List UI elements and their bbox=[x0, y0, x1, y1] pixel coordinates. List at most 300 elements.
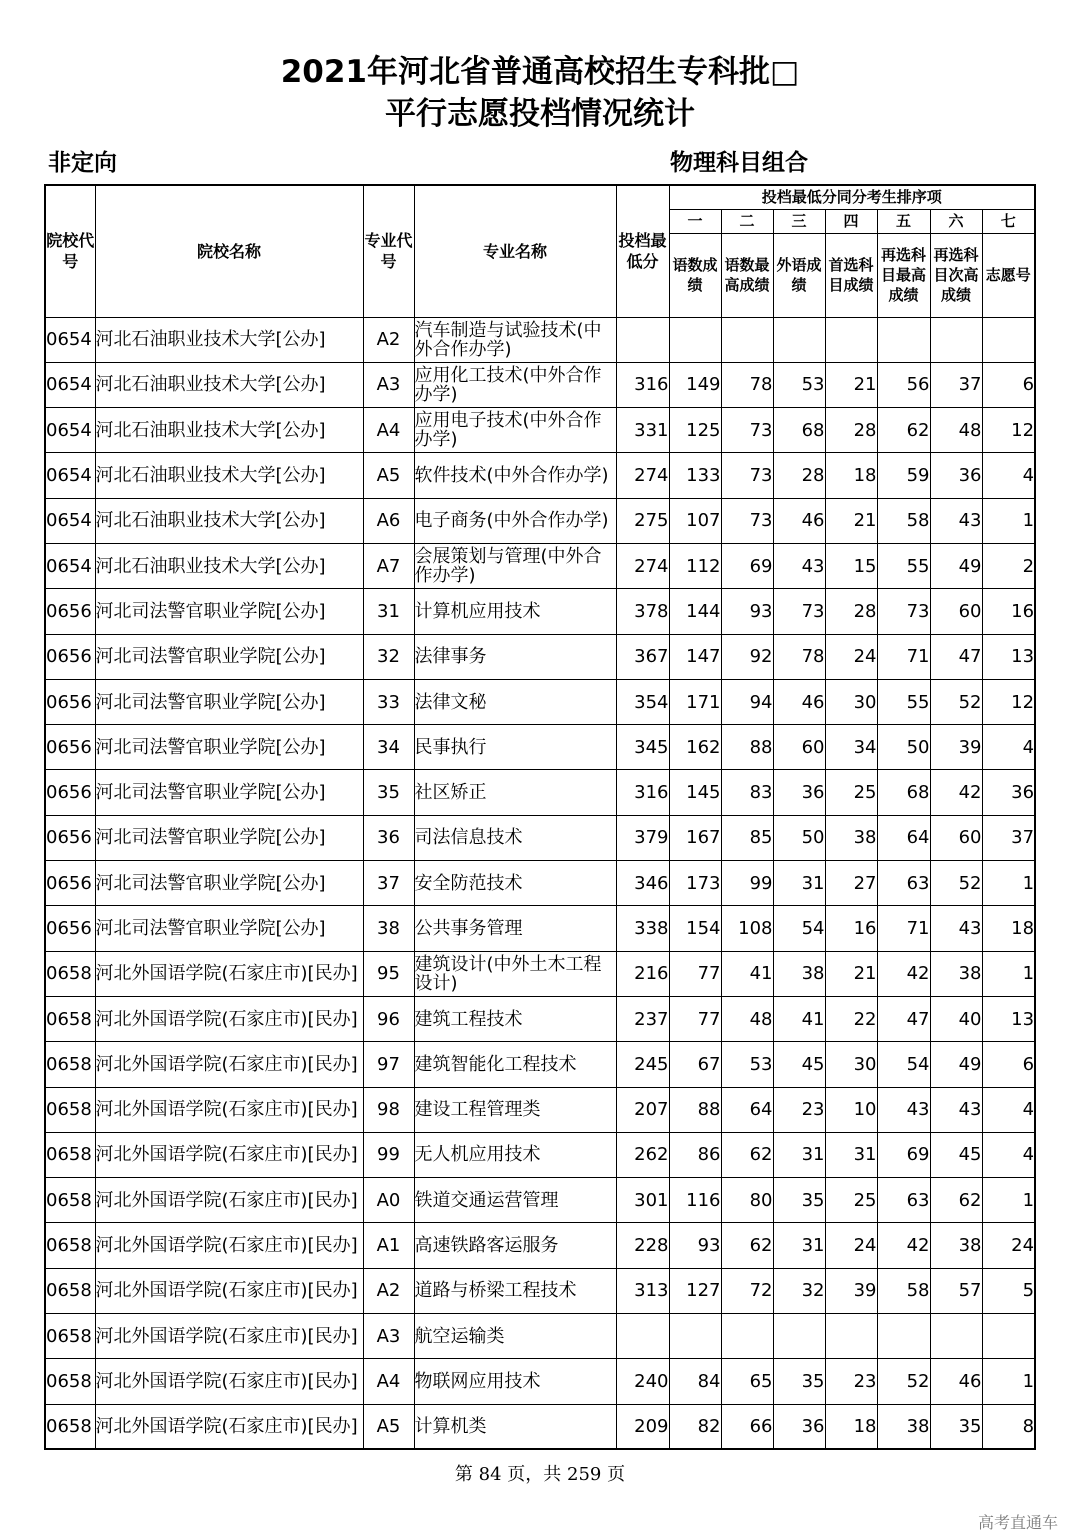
cell-major-code: 97 bbox=[363, 1042, 414, 1087]
cell-school-name: 河北外国语学院(石家庄市)[民办] bbox=[95, 1268, 363, 1313]
cell-major-code: A2 bbox=[363, 1268, 414, 1313]
cell-sort-3 bbox=[773, 1314, 825, 1359]
cell-sort-3: 38 bbox=[773, 951, 825, 996]
header-school-code: 院校代号 bbox=[45, 185, 95, 317]
header-sort-number: 四 bbox=[825, 209, 877, 233]
cell-sort-1: 147 bbox=[669, 634, 721, 679]
header-sort-item: 志愿号 bbox=[982, 233, 1035, 317]
cell-sort-1: 77 bbox=[669, 996, 721, 1041]
cell-sort-2: 88 bbox=[721, 725, 773, 770]
cell-sort-2: 73 bbox=[721, 408, 773, 453]
cell-major-code: 99 bbox=[363, 1132, 414, 1177]
cell-sort-4: 25 bbox=[825, 770, 877, 815]
cell-major-code: 31 bbox=[363, 589, 414, 634]
cell-sort-5: 73 bbox=[877, 589, 930, 634]
cell-sort-4: 39 bbox=[825, 1268, 877, 1313]
cell-sort-7: 1 bbox=[982, 498, 1035, 543]
header-sort-item: 语数最高成绩 bbox=[721, 233, 773, 317]
watermark: 高考直通车 bbox=[977, 1513, 1058, 1532]
cell-school-name: 河北外国语学院(石家庄市)[民办] bbox=[95, 1132, 363, 1177]
cell-school-name: 河北司法警官职业学院[公办] bbox=[95, 679, 363, 724]
cell-sort-1: 77 bbox=[669, 951, 721, 996]
cell-sort-2 bbox=[721, 317, 773, 362]
cell-sort-2: 73 bbox=[721, 453, 773, 498]
cell-sort-6: 39 bbox=[930, 725, 982, 770]
cell-sort-5: 55 bbox=[877, 679, 930, 724]
cell-sort-2: 92 bbox=[721, 634, 773, 679]
cell-min-score: 240 bbox=[616, 1359, 669, 1404]
cell-major-code: 37 bbox=[363, 861, 414, 906]
cell-sort-7 bbox=[982, 317, 1035, 362]
cell-sort-3: 43 bbox=[773, 543, 825, 588]
cell-sort-7: 2 bbox=[982, 543, 1035, 588]
cell-sort-3: 54 bbox=[773, 906, 825, 951]
cell-min-score: 209 bbox=[616, 1404, 669, 1449]
table-row bbox=[45, 679, 1035, 724]
cell-major-code: 38 bbox=[363, 906, 414, 951]
cell-major-code: A5 bbox=[363, 453, 414, 498]
cell-school-code: 0654 bbox=[45, 362, 95, 407]
cell-school-name: 河北外国语学院(石家庄市)[民办] bbox=[95, 1223, 363, 1268]
cell-sort-4: 18 bbox=[825, 1404, 877, 1449]
header-sort-number: 五 bbox=[877, 209, 930, 233]
cell-sort-1 bbox=[669, 317, 721, 362]
cell-sort-6: 43 bbox=[930, 906, 982, 951]
cell-min-score: 216 bbox=[616, 951, 669, 996]
cell-major-name: 建筑设计(中外土木工程设计) bbox=[414, 951, 616, 996]
cell-min-score: 228 bbox=[616, 1223, 669, 1268]
table-row bbox=[45, 362, 1035, 407]
cell-sort-5: 71 bbox=[877, 634, 930, 679]
cell-sort-1: 82 bbox=[669, 1404, 721, 1449]
cell-min-score: 237 bbox=[616, 996, 669, 1041]
cell-sort-5: 56 bbox=[877, 362, 930, 407]
cell-sort-2: 62 bbox=[721, 1132, 773, 1177]
header-sort-number: 七 bbox=[982, 209, 1035, 233]
cell-sort-4: 24 bbox=[825, 634, 877, 679]
cell-school-code: 0658 bbox=[45, 951, 95, 996]
cell-sort-5 bbox=[877, 317, 930, 362]
cell-sort-4: 22 bbox=[825, 996, 877, 1041]
cell-major-code: 35 bbox=[363, 770, 414, 815]
table-row bbox=[45, 1042, 1035, 1087]
cell-sort-4 bbox=[825, 1314, 877, 1359]
cell-sort-7: 13 bbox=[982, 996, 1035, 1041]
table-row bbox=[45, 1359, 1035, 1404]
header-sort-title: 投档最低分同分考生排序项 bbox=[669, 185, 1035, 209]
cell-sort-2: 93 bbox=[721, 589, 773, 634]
cell-sort-7: 16 bbox=[982, 589, 1035, 634]
cell-sort-6 bbox=[930, 317, 982, 362]
cell-sort-3: 32 bbox=[773, 1268, 825, 1313]
table-row bbox=[45, 589, 1035, 634]
cell-min-score bbox=[616, 317, 669, 362]
cell-sort-2: 83 bbox=[721, 770, 773, 815]
cell-school-name: 河北司法警官职业学院[公办] bbox=[95, 815, 363, 860]
cell-school-code: 0658 bbox=[45, 1087, 95, 1132]
cell-sort-3: 53 bbox=[773, 362, 825, 407]
table-row bbox=[45, 1178, 1035, 1223]
cell-sort-1: 149 bbox=[669, 362, 721, 407]
cell-school-code: 0654 bbox=[45, 408, 95, 453]
document-title-line1: 2021年河北省普通高校招生专科批□ bbox=[280, 54, 800, 90]
cell-sort-3 bbox=[773, 317, 825, 362]
cell-school-name: 河北司法警官职业学院[公办] bbox=[95, 770, 363, 815]
cell-sort-4: 23 bbox=[825, 1359, 877, 1404]
document-title-line2: 平行志愿投档情况统计 bbox=[385, 96, 695, 132]
cell-school-code: 0654 bbox=[45, 453, 95, 498]
cell-sort-4: 25 bbox=[825, 1178, 877, 1223]
cell-sort-1: 67 bbox=[669, 1042, 721, 1087]
cell-school-name: 河北石油职业技术大学[公办] bbox=[95, 453, 363, 498]
table-row bbox=[45, 634, 1035, 679]
cell-sort-2: 94 bbox=[721, 679, 773, 724]
cell-sort-5: 58 bbox=[877, 1268, 930, 1313]
cell-school-name: 河北石油职业技术大学[公办] bbox=[95, 408, 363, 453]
cell-sort-4: 31 bbox=[825, 1132, 877, 1177]
cell-school-code: 0654 bbox=[45, 317, 95, 362]
cell-sort-6: 57 bbox=[930, 1268, 982, 1313]
cell-sort-3: 60 bbox=[773, 725, 825, 770]
cell-sort-2: 62 bbox=[721, 1223, 773, 1268]
cell-sort-4: 28 bbox=[825, 589, 877, 634]
table-row bbox=[45, 951, 1035, 996]
cell-sort-7: 12 bbox=[982, 679, 1035, 724]
page-footer: 第 84 页，共 259 页 bbox=[454, 1464, 626, 1485]
cell-school-name: 河北司法警官职业学院[公办] bbox=[95, 634, 363, 679]
cell-sort-2: 53 bbox=[721, 1042, 773, 1087]
cell-major-name: 航空运输类 bbox=[414, 1314, 616, 1359]
cell-sort-1: 127 bbox=[669, 1268, 721, 1313]
table-row bbox=[45, 1268, 1035, 1313]
cell-sort-7: 18 bbox=[982, 906, 1035, 951]
cell-major-name: 会展策划与管理(中外合作办学) bbox=[414, 543, 616, 588]
cell-major-code: A2 bbox=[363, 317, 414, 362]
cell-school-code: 0658 bbox=[45, 1268, 95, 1313]
cell-sort-5: 55 bbox=[877, 543, 930, 588]
cell-school-code: 0658 bbox=[45, 1132, 95, 1177]
cell-major-name: 物联网应用技术 bbox=[414, 1359, 616, 1404]
cell-sort-3: 41 bbox=[773, 996, 825, 1041]
cell-sort-7: 1 bbox=[982, 861, 1035, 906]
table-row bbox=[45, 408, 1035, 453]
table-row bbox=[45, 725, 1035, 770]
cell-min-score: 378 bbox=[616, 589, 669, 634]
cell-sort-7: 1 bbox=[982, 951, 1035, 996]
cell-sort-4: 21 bbox=[825, 362, 877, 407]
cell-sort-2: 48 bbox=[721, 996, 773, 1041]
table-row bbox=[45, 1087, 1035, 1132]
cell-sort-4: 28 bbox=[825, 408, 877, 453]
cell-sort-1: 107 bbox=[669, 498, 721, 543]
cell-sort-2: 80 bbox=[721, 1178, 773, 1223]
table-row bbox=[45, 906, 1035, 951]
cell-school-code: 0658 bbox=[45, 1042, 95, 1087]
cell-sort-6: 46 bbox=[930, 1359, 982, 1404]
table-row bbox=[45, 1223, 1035, 1268]
cell-major-name: 无人机应用技术 bbox=[414, 1132, 616, 1177]
table-row bbox=[45, 1314, 1035, 1359]
header-sort-number: 一 bbox=[669, 209, 721, 233]
cell-sort-2: 66 bbox=[721, 1404, 773, 1449]
cell-sort-2: 72 bbox=[721, 1268, 773, 1313]
cell-sort-2: 73 bbox=[721, 498, 773, 543]
cell-min-score: 338 bbox=[616, 906, 669, 951]
cell-major-name: 建设工程管理类 bbox=[414, 1087, 616, 1132]
cell-min-score: 367 bbox=[616, 634, 669, 679]
cell-major-name: 应用化工技术(中外合作办学) bbox=[414, 362, 616, 407]
cell-school-name: 河北司法警官职业学院[公办] bbox=[95, 589, 363, 634]
cell-sort-2: 64 bbox=[721, 1087, 773, 1132]
category-label: 非定向 bbox=[48, 150, 117, 176]
cell-sort-7: 4 bbox=[982, 1132, 1035, 1177]
table-row bbox=[45, 770, 1035, 815]
cell-major-code: A4 bbox=[363, 408, 414, 453]
cell-school-name: 河北外国语学院(石家庄市)[民办] bbox=[95, 1178, 363, 1223]
cell-school-code: 0656 bbox=[45, 861, 95, 906]
table-row bbox=[45, 317, 1035, 362]
cell-sort-1: 88 bbox=[669, 1087, 721, 1132]
subject-group-label: 物理科目组合 bbox=[670, 150, 808, 176]
cell-sort-6: 42 bbox=[930, 770, 982, 815]
cell-major-name: 计算机应用技术 bbox=[414, 589, 616, 634]
cell-min-score: 346 bbox=[616, 861, 669, 906]
cell-sort-7: 6 bbox=[982, 1042, 1035, 1087]
cell-school-name: 河北外国语学院(石家庄市)[民办] bbox=[95, 996, 363, 1041]
cell-sort-2: 78 bbox=[721, 362, 773, 407]
cell-min-score: 313 bbox=[616, 1268, 669, 1313]
cell-sort-6: 52 bbox=[930, 861, 982, 906]
cell-major-code: A3 bbox=[363, 362, 414, 407]
cell-major-name: 汽车制造与试验技术(中外合作办学) bbox=[414, 317, 616, 362]
table-row bbox=[45, 453, 1035, 498]
cell-min-score: 274 bbox=[616, 543, 669, 588]
cell-sort-2: 65 bbox=[721, 1359, 773, 1404]
cell-sort-5: 64 bbox=[877, 815, 930, 860]
cell-sort-1: 125 bbox=[669, 408, 721, 453]
cell-school-name: 河北外国语学院(石家庄市)[民办] bbox=[95, 1087, 363, 1132]
cell-sort-5: 47 bbox=[877, 996, 930, 1041]
cell-sort-1: 84 bbox=[669, 1359, 721, 1404]
cell-sort-6: 36 bbox=[930, 453, 982, 498]
cell-sort-1: 154 bbox=[669, 906, 721, 951]
cell-sort-1: 162 bbox=[669, 725, 721, 770]
table-row bbox=[45, 1404, 1035, 1449]
admission-table bbox=[44, 184, 1036, 1450]
cell-sort-2 bbox=[721, 1314, 773, 1359]
cell-sort-6: 43 bbox=[930, 1087, 982, 1132]
cell-sort-3: 73 bbox=[773, 589, 825, 634]
cell-school-code: 0656 bbox=[45, 770, 95, 815]
cell-sort-5: 58 bbox=[877, 498, 930, 543]
cell-min-score: 274 bbox=[616, 453, 669, 498]
cell-sort-5: 42 bbox=[877, 1223, 930, 1268]
cell-sort-5: 38 bbox=[877, 1404, 930, 1449]
cell-sort-7: 6 bbox=[982, 362, 1035, 407]
cell-school-name: 河北外国语学院(石家庄市)[民办] bbox=[95, 1314, 363, 1359]
cell-sort-4: 10 bbox=[825, 1087, 877, 1132]
cell-major-code: 98 bbox=[363, 1087, 414, 1132]
cell-min-score: 275 bbox=[616, 498, 669, 543]
cell-sort-1: 144 bbox=[669, 589, 721, 634]
cell-sort-1: 145 bbox=[669, 770, 721, 815]
cell-major-code: 36 bbox=[363, 815, 414, 860]
cell-min-score: 354 bbox=[616, 679, 669, 724]
cell-sort-6: 40 bbox=[930, 996, 982, 1041]
cell-sort-4: 21 bbox=[825, 951, 877, 996]
cell-major-name: 建筑工程技术 bbox=[414, 996, 616, 1041]
cell-major-code: 96 bbox=[363, 996, 414, 1041]
cell-sort-3: 31 bbox=[773, 861, 825, 906]
cell-sort-2: 41 bbox=[721, 951, 773, 996]
cell-school-code: 0658 bbox=[45, 1359, 95, 1404]
cell-school-code: 0658 bbox=[45, 996, 95, 1041]
cell-sort-2: 108 bbox=[721, 906, 773, 951]
cell-major-code: A0 bbox=[363, 1178, 414, 1223]
cell-sort-5: 63 bbox=[877, 1178, 930, 1223]
cell-sort-7: 1 bbox=[982, 1359, 1035, 1404]
cell-sort-5: 54 bbox=[877, 1042, 930, 1087]
cell-sort-5: 43 bbox=[877, 1087, 930, 1132]
cell-sort-1: 133 bbox=[669, 453, 721, 498]
cell-major-name: 电子商务(中外合作办学) bbox=[414, 498, 616, 543]
header-min-score: 投档最低分 bbox=[616, 185, 669, 317]
cell-school-code: 0656 bbox=[45, 679, 95, 724]
cell-sort-3: 36 bbox=[773, 770, 825, 815]
cell-major-name: 社区矫正 bbox=[414, 770, 616, 815]
cell-major-code: 34 bbox=[363, 725, 414, 770]
cell-major-code: A6 bbox=[363, 498, 414, 543]
header-sort-number: 三 bbox=[773, 209, 825, 233]
cell-sort-6: 62 bbox=[930, 1178, 982, 1223]
cell-school-name: 河北司法警官职业学院[公办] bbox=[95, 861, 363, 906]
cell-sort-4: 16 bbox=[825, 906, 877, 951]
cell-sort-7: 1 bbox=[982, 1178, 1035, 1223]
cell-school-code: 0656 bbox=[45, 725, 95, 770]
cell-sort-7: 12 bbox=[982, 408, 1035, 453]
table-row bbox=[45, 861, 1035, 906]
cell-sort-3: 45 bbox=[773, 1042, 825, 1087]
cell-sort-6: 47 bbox=[930, 634, 982, 679]
header-sort-number: 二 bbox=[721, 209, 773, 233]
cell-major-code: 32 bbox=[363, 634, 414, 679]
cell-sort-1: 171 bbox=[669, 679, 721, 724]
cell-sort-6 bbox=[930, 1314, 982, 1359]
header-sort-item: 再选科目次高成绩 bbox=[930, 233, 982, 317]
header-sort-item: 外语成绩 bbox=[773, 233, 825, 317]
cell-sort-6: 49 bbox=[930, 1042, 982, 1087]
cell-sort-3: 23 bbox=[773, 1087, 825, 1132]
cell-sort-4: 30 bbox=[825, 679, 877, 724]
cell-school-name: 河北司法警官职业学院[公办] bbox=[95, 725, 363, 770]
cell-sort-4: 38 bbox=[825, 815, 877, 860]
cell-school-code: 0656 bbox=[45, 589, 95, 634]
cell-school-name: 河北石油职业技术大学[公办] bbox=[95, 498, 363, 543]
cell-major-name: 法律事务 bbox=[414, 634, 616, 679]
cell-min-score bbox=[616, 1314, 669, 1359]
cell-sort-6: 38 bbox=[930, 951, 982, 996]
cell-sort-1 bbox=[669, 1314, 721, 1359]
cell-sort-6: 38 bbox=[930, 1223, 982, 1268]
cell-sort-3: 78 bbox=[773, 634, 825, 679]
cell-school-code: 0654 bbox=[45, 543, 95, 588]
cell-sort-2: 69 bbox=[721, 543, 773, 588]
cell-sort-4: 21 bbox=[825, 498, 877, 543]
cell-sort-4 bbox=[825, 317, 877, 362]
cell-sort-7: 8 bbox=[982, 1404, 1035, 1449]
header-sort-number: 六 bbox=[930, 209, 982, 233]
table-row bbox=[45, 815, 1035, 860]
cell-sort-5: 68 bbox=[877, 770, 930, 815]
cell-sort-1: 112 bbox=[669, 543, 721, 588]
header-major-code: 专业代号 bbox=[363, 185, 414, 317]
cell-school-name: 河北石油职业技术大学[公办] bbox=[95, 317, 363, 362]
cell-sort-5: 59 bbox=[877, 453, 930, 498]
cell-sort-2: 85 bbox=[721, 815, 773, 860]
header-major-name: 专业名称 bbox=[414, 185, 616, 317]
cell-school-name: 河北石油职业技术大学[公办] bbox=[95, 362, 363, 407]
cell-sort-3: 36 bbox=[773, 1404, 825, 1449]
cell-min-score: 245 bbox=[616, 1042, 669, 1087]
cell-school-name: 河北外国语学院(石家庄市)[民办] bbox=[95, 951, 363, 996]
cell-school-code: 0656 bbox=[45, 815, 95, 860]
cell-major-code: 33 bbox=[363, 679, 414, 724]
cell-major-name: 法律文秘 bbox=[414, 679, 616, 724]
cell-major-code: 95 bbox=[363, 951, 414, 996]
cell-sort-5: 52 bbox=[877, 1359, 930, 1404]
cell-major-name: 公共事务管理 bbox=[414, 906, 616, 951]
cell-sort-3: 35 bbox=[773, 1178, 825, 1223]
cell-sort-7: 4 bbox=[982, 1087, 1035, 1132]
cell-major-code: A7 bbox=[363, 543, 414, 588]
cell-sort-5: 69 bbox=[877, 1132, 930, 1177]
cell-school-name: 河北外国语学院(石家庄市)[民办] bbox=[95, 1042, 363, 1087]
cell-sort-1: 173 bbox=[669, 861, 721, 906]
cell-school-code: 0654 bbox=[45, 498, 95, 543]
cell-sort-4: 15 bbox=[825, 543, 877, 588]
cell-min-score: 379 bbox=[616, 815, 669, 860]
cell-major-code: A1 bbox=[363, 1223, 414, 1268]
cell-school-code: 0658 bbox=[45, 1314, 95, 1359]
cell-major-code: A4 bbox=[363, 1359, 414, 1404]
cell-sort-7: 24 bbox=[982, 1223, 1035, 1268]
cell-major-name: 应用电子技术(中外合作办学) bbox=[414, 408, 616, 453]
cell-major-name: 道路与桥梁工程技术 bbox=[414, 1268, 616, 1313]
cell-sort-5: 50 bbox=[877, 725, 930, 770]
cell-sort-1: 86 bbox=[669, 1132, 721, 1177]
cell-sort-4: 30 bbox=[825, 1042, 877, 1087]
cell-sort-3: 68 bbox=[773, 408, 825, 453]
header-sort-item: 首选科目成绩 bbox=[825, 233, 877, 317]
cell-sort-7: 4 bbox=[982, 453, 1035, 498]
cell-sort-7: 36 bbox=[982, 770, 1035, 815]
table-row bbox=[45, 543, 1035, 588]
cell-sort-5: 71 bbox=[877, 906, 930, 951]
cell-min-score: 316 bbox=[616, 770, 669, 815]
cell-sort-6: 35 bbox=[930, 1404, 982, 1449]
cell-major-name: 司法信息技术 bbox=[414, 815, 616, 860]
cell-sort-2: 99 bbox=[721, 861, 773, 906]
cell-sort-7 bbox=[982, 1314, 1035, 1359]
cell-school-code: 0658 bbox=[45, 1404, 95, 1449]
cell-major-code: A3 bbox=[363, 1314, 414, 1359]
cell-school-name: 河北外国语学院(石家庄市)[民办] bbox=[95, 1359, 363, 1404]
table-row bbox=[45, 1132, 1035, 1177]
cell-sort-1: 167 bbox=[669, 815, 721, 860]
cell-sort-3: 28 bbox=[773, 453, 825, 498]
cell-school-name: 河北外国语学院(石家庄市)[民办] bbox=[95, 1404, 363, 1449]
cell-major-code: A5 bbox=[363, 1404, 414, 1449]
